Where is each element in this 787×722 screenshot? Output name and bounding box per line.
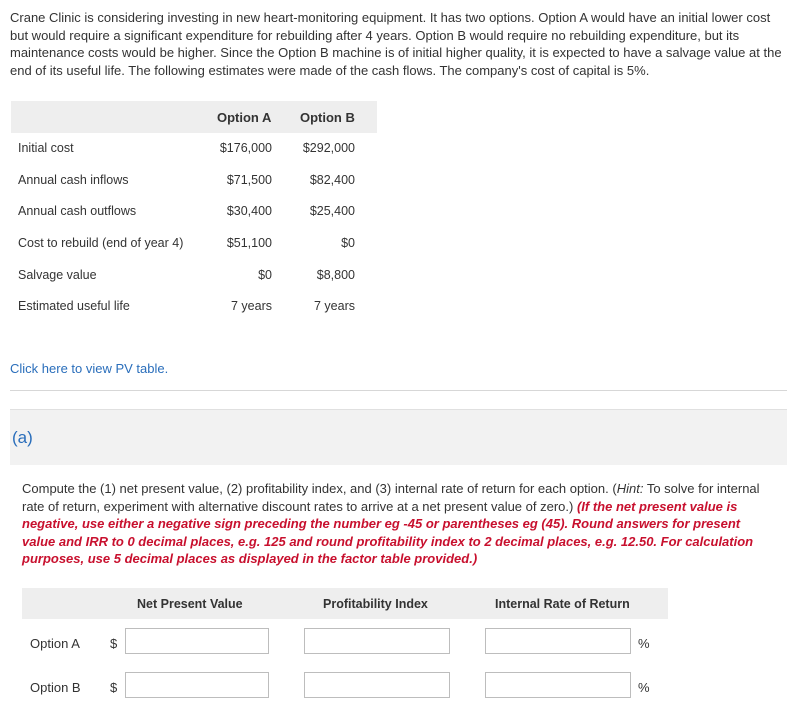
part-label: (a) bbox=[12, 428, 33, 447]
option-a-value: $51,100 bbox=[226, 236, 272, 251]
header-pi: Profitability Index bbox=[323, 597, 428, 611]
pi-input-option-a[interactable] bbox=[304, 628, 450, 654]
percent-sign: % bbox=[638, 636, 650, 651]
irr-input-option-b[interactable] bbox=[485, 672, 631, 698]
option-b-value: $292,000 bbox=[302, 141, 355, 155]
row-label: Option A bbox=[30, 636, 80, 651]
option-b-value: $0 bbox=[341, 236, 355, 251]
row-label: Cost to rebuild (end of year 4) bbox=[18, 236, 184, 251]
row-label: Option B bbox=[30, 680, 81, 695]
option-a-value: 7 years bbox=[231, 299, 272, 314]
row-label: Initial cost bbox=[18, 141, 74, 155]
header-option-a: Option A bbox=[217, 110, 272, 125]
table-row bbox=[11, 260, 377, 292]
header-option-b: Option B bbox=[300, 110, 355, 125]
npv-input-option-a[interactable] bbox=[125, 628, 269, 654]
row-label: Annual cash outflows bbox=[18, 204, 137, 219]
instructions bbox=[22, 480, 774, 568]
row-label: Estimated useful life bbox=[18, 299, 130, 314]
irr-input-option-a[interactable] bbox=[485, 628, 631, 654]
instruction-text-2: To solve for internal rate of return, experiment with alternative discount rates to arrive at a net present value of zero.) bbox=[22, 481, 760, 514]
currency-symbol: $ bbox=[110, 636, 118, 651]
percent-sign: % bbox=[638, 680, 650, 695]
option-b-value: $25,400 bbox=[309, 204, 355, 219]
divider bbox=[10, 390, 787, 391]
header-npv: Net Present Value bbox=[137, 597, 243, 611]
option-b-value: 7 years bbox=[314, 299, 355, 314]
rounding-instructions: (If the net present value is negative, use either a negative sign preceding the number eg -45 or parentheses eg (45). Round answers for present value and IRR to 0 decimal places, e.g. 125 and round profitability index to 2 decimal places, e.g. 12.50. For calculation purposes, use 5 decimal places as displayed in the factor table provided.) bbox=[22, 498, 754, 566]
table-row bbox=[11, 228, 377, 260]
answer-table bbox=[22, 588, 668, 695]
npv-input-option-b[interactable] bbox=[125, 672, 269, 698]
option-b-value: $82,400 bbox=[309, 172, 355, 187]
instruction-text: Compute the (1) net present value, (2) profitability index, and (3) internal rate of return for each option. ( bbox=[22, 481, 617, 496]
table-header bbox=[11, 101, 377, 133]
answer-row-option-a bbox=[22, 628, 668, 658]
hint-label: Hint: bbox=[616, 481, 644, 496]
pv-table-link[interactable]: Click here to view PV table. bbox=[10, 361, 169, 376]
problem-intro: Crane Clinic is considering investing in new heart-monitoring equipment. It has two options. Option A would have an initial lower cost but would require a significant expenditure for rebuilding after 4 years. Option B would require no rebuilding expenditure, but its maintenance costs would be higher. Since the Option B machine is of initial higher quality, it is expected to have a salvage value at the end of its useful life. The following estimates were made of the cash flows. The company's cost of capital is 5%. bbox=[10, 10, 782, 78]
pi-input-option-b[interactable] bbox=[304, 672, 450, 698]
option-a-value: $176,000 bbox=[219, 141, 272, 155]
option-a-value: $0 bbox=[258, 267, 272, 282]
option-b-value: $8,800 bbox=[316, 267, 355, 282]
table-row bbox=[11, 291, 377, 323]
cash-flow-table bbox=[11, 101, 377, 323]
option-a-value: $71,500 bbox=[226, 172, 272, 187]
table-row bbox=[11, 133, 377, 165]
row-label: Annual cash inflows bbox=[18, 172, 129, 187]
header-irr: Internal Rate of Return bbox=[495, 597, 630, 611]
answer-row-option-b bbox=[22, 672, 668, 702]
part-header bbox=[10, 409, 787, 465]
table-row bbox=[11, 165, 377, 197]
option-a-value: $30,400 bbox=[226, 204, 272, 219]
currency-symbol: $ bbox=[110, 680, 118, 695]
row-label: Salvage value bbox=[18, 267, 97, 282]
answer-header bbox=[22, 588, 668, 619]
table-row bbox=[11, 196, 377, 228]
